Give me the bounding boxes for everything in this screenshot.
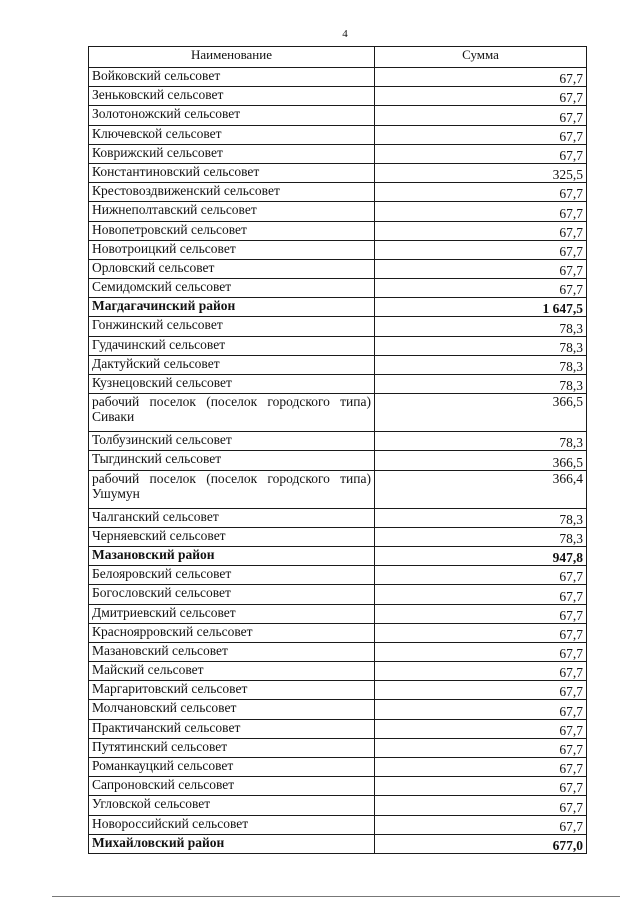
table-row [89,758,587,777]
row-name-cell: Угловской сельсовет [89,796,375,815]
table-row [89,106,587,125]
row-sum-cell: 67,7 [375,662,587,681]
row-name-cell: Практичанский сельсовет [89,719,375,738]
table-row [89,355,587,374]
row-name-cell: Толбузинский сельсовет [89,432,375,451]
row-sum-cell: 325,5 [375,163,587,182]
row-sum-cell: 78,3 [375,336,587,355]
table-row [89,259,587,278]
row-name-cell: Орловский сельсовет [89,259,375,278]
scan-edge-line [52,896,620,897]
row-sum-cell: 67,7 [375,796,587,815]
table-row [89,662,587,681]
row-name-cell: Сапроновский сельсовет [89,777,375,796]
table-row [89,202,587,221]
row-name-cell: Михайловский район [89,834,375,853]
row-name-cell: Ключевской сельсовет [89,125,375,144]
row-sum-cell: 67,7 [375,183,587,202]
column-header-sum: Сумма [375,47,587,68]
table-row [89,566,587,585]
table-body [89,47,587,854]
row-sum-cell: 67,7 [375,221,587,240]
row-name-cell: Черняевский сельсовет [89,527,375,546]
row-sum-cell: 366,5 [375,394,587,432]
table-row [89,700,587,719]
row-name-cell: Мазановский сельсовет [89,642,375,661]
table-row-district-total [89,298,587,317]
row-name-cell: рабочий поселок (поселок городского типа) Ушумун [89,470,375,508]
row-sum-cell: 947,8 [375,546,587,565]
row-name-cell: Крестовоздвиженский сельсовет [89,183,375,202]
table-row [89,183,587,202]
row-sum-cell: 67,7 [375,681,587,700]
table-row [89,623,587,642]
row-name-cell: Молчановский сельсовет [89,700,375,719]
row-name-cell: Дактуйский сельсовет [89,355,375,374]
table-row [89,508,587,527]
table-row [89,125,587,144]
row-name-cell: Коврижский сельсовет [89,144,375,163]
row-sum-cell: 67,7 [375,700,587,719]
table-row-district-total [89,834,587,853]
row-name-cell: Семидомский сельсовет [89,279,375,298]
row-name-cell: Константиновский сельсовет [89,163,375,182]
row-sum-cell: 366,4 [375,470,587,508]
table-row [89,221,587,240]
row-name-cell: Путятинский сельсовет [89,738,375,757]
table-row [89,432,587,451]
page-number: 4 [342,28,348,40]
row-sum-cell: 67,7 [375,719,587,738]
row-name-cell: Романкауцкий сельсовет [89,758,375,777]
row-sum-cell: 78,3 [375,375,587,394]
row-name-cell: Зеньковский сельсовет [89,87,375,106]
row-sum-cell: 67,7 [375,259,587,278]
table-row [89,585,587,604]
row-name-cell: Гонжинский сельсовет [89,317,375,336]
row-sum-cell: 67,7 [375,604,587,623]
table-row [89,738,587,757]
table-row [89,68,587,87]
table-row [89,336,587,355]
table-row [89,470,587,508]
row-sum-cell: 78,3 [375,508,587,527]
row-sum-cell: 67,7 [375,144,587,163]
row-sum-cell: 67,7 [375,106,587,125]
table-row [89,681,587,700]
row-name-cell: Войковский сельсовет [89,68,375,87]
row-sum-cell: 67,7 [375,68,587,87]
table-row [89,451,587,470]
row-name-cell: Золотоножский сельсовет [89,106,375,125]
row-sum-cell: 67,7 [375,585,587,604]
row-sum-cell: 67,7 [375,279,587,298]
table-row [89,527,587,546]
row-name-cell: Магдагачинский район [89,298,375,317]
row-sum-cell: 67,7 [375,202,587,221]
row-sum-cell: 67,7 [375,87,587,106]
table-row [89,163,587,182]
row-sum-cell: 67,7 [375,642,587,661]
table-row [89,796,587,815]
table-row [89,604,587,623]
row-sum-cell: 78,3 [375,527,587,546]
table-row [89,642,587,661]
row-name-cell: рабочий поселок (поселок городского типа) Сиваки [89,394,375,432]
row-name-cell: Дмитриевский сельсовет [89,604,375,623]
row-name-cell: Красноярровский сельсовет [89,623,375,642]
row-name-cell: Новопетровский сельсовет [89,221,375,240]
row-name-cell: Нижнеполтавский сельсовет [89,202,375,221]
row-name-cell: Гудачинский сельсовет [89,336,375,355]
row-sum-cell: 67,7 [375,758,587,777]
budget-table [88,46,587,854]
row-name-cell: Маргаритовский сельсовет [89,681,375,700]
row-name-cell: Мазановский район [89,546,375,565]
table-row [89,240,587,259]
row-sum-cell: 67,7 [375,815,587,834]
table-row [89,375,587,394]
row-sum-cell: 78,3 [375,432,587,451]
table-header-row [89,47,587,68]
row-sum-cell: 366,5 [375,451,587,470]
table-row-district-total [89,546,587,565]
row-name-cell: Чалганский сельсовет [89,508,375,527]
row-sum-cell: 78,3 [375,317,587,336]
table-row [89,394,587,432]
table-row [89,144,587,163]
row-sum-cell: 67,7 [375,566,587,585]
row-sum-cell: 78,3 [375,355,587,374]
table-row [89,719,587,738]
column-header-name: Наименование [89,47,375,68]
row-name-cell: Богословский сельсовет [89,585,375,604]
row-name-cell: Новотроицкий сельсовет [89,240,375,259]
row-sum-cell: 67,7 [375,777,587,796]
row-sum-cell: 67,7 [375,125,587,144]
table-row [89,317,587,336]
row-sum-cell: 67,7 [375,623,587,642]
row-name-cell: Тыгдинский сельсовет [89,451,375,470]
row-name-cell: Белояровский сельсовет [89,566,375,585]
row-sum-cell: 67,7 [375,240,587,259]
row-name-cell: Кузнецовский сельсовет [89,375,375,394]
row-sum-cell: 677,0 [375,834,587,853]
table-row [89,777,587,796]
row-sum-cell: 1 647,5 [375,298,587,317]
row-name-cell: Новороссийский сельсовет [89,815,375,834]
table-row [89,279,587,298]
table-row [89,87,587,106]
table-row [89,815,587,834]
row-name-cell: Майский сельсовет [89,662,375,681]
row-sum-cell: 67,7 [375,738,587,757]
